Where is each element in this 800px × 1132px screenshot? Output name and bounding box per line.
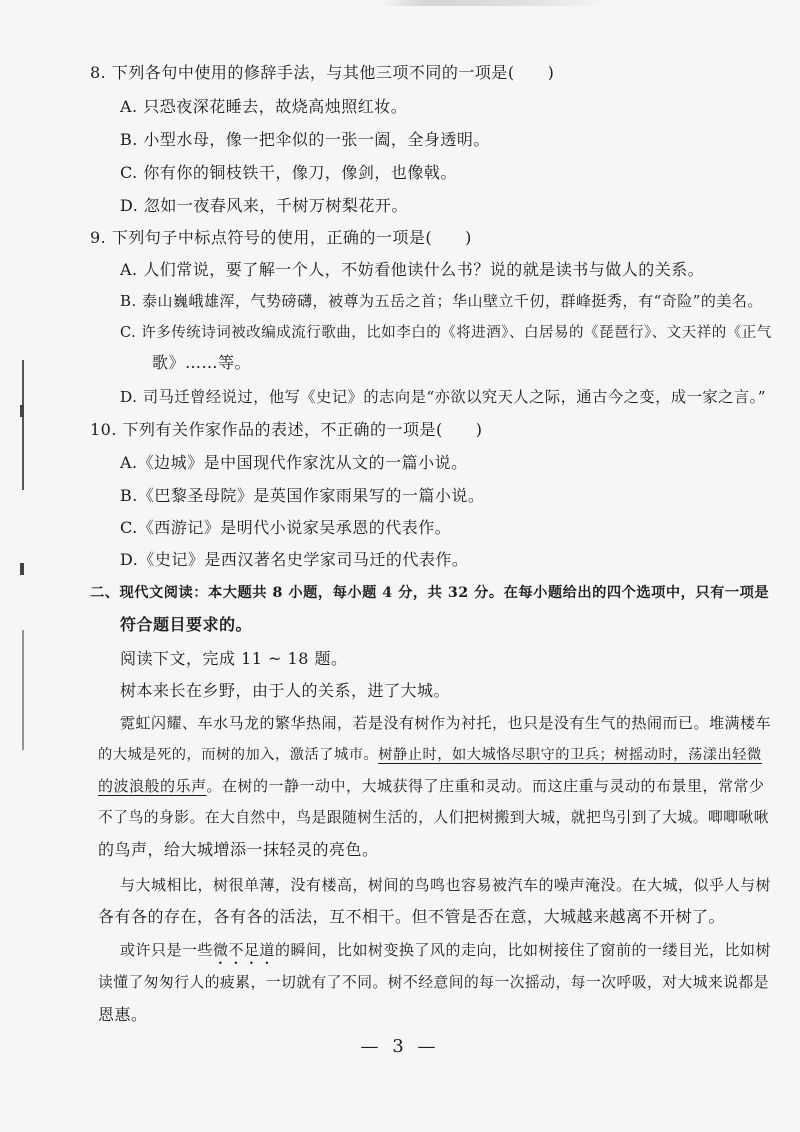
passage-p2-line3 [98,776,765,796]
passage-text: 或许只是一些 [120,941,214,959]
q10-option-a: A.《边城》是中国现代作家沈从文的一篇小说。 [120,453,468,472]
passage-text: 的大城是死的，而树的加入，激活了城市。 [98,747,379,763]
underlined-sentence: 树静止时，如大城恪尽职守的卫兵；树摇动时，荡漾出轻微 [378,747,762,763]
passage-p4-line2: 读懂了匆匆行人的疲累，一切就有了不同。树不经意间的每一次摇动，每一次呼吸，对大城来说都是 [98,974,769,991]
passage-p4-line3: 恩惠。 [98,1005,148,1024]
section-heading: 二、现代文阅读：本大题共 8 小题，每小题 4 分，共 32 分。在每小题给出的四个选项中，只有一项是 [90,585,770,601]
binding-mark [20,405,24,417]
passage-p2-line2 [98,745,762,765]
q10-option-b: B.《巴黎圣母院》是英国作家雨果写的一篇小说。 [120,486,485,505]
q9-option-d: D. 司马迁曾经说过，他写《史记》的志向是“亦欲以究天人之际，通古今之变，成一家之言。” [120,388,767,406]
q9-option-c: C. 许多传统诗词被改编成流行歌曲，比如李白的《将进酒》、白居易的《琵琶行》、文天祥的《正气 [120,325,772,341]
binding-line [22,630,24,750]
q9-option-a: A. 人们常说，要了解一个人，不妨看他读什么书？说的就是读书与做人的关系。 [120,260,705,279]
q8-option-b: B. 小型水母，像一把伞似的一张一阖，全身透明。 [120,130,490,149]
binding-mark [20,563,24,575]
q8-option-a: A. 只恐夜深花睡去，故烧高烛照红妆。 [120,97,408,116]
q10-stem: 10. 下列有关作家作品的表述，不正确的一项是( ) [90,420,483,439]
dotted-phrase: 微不足道 [213,941,276,959]
section-heading-cont: 符合题目要求的。 [120,615,253,634]
passage-p2-line4: 不了鸟的身影。在大自然中，鸟是跟随树生活的，人们把树搬到大城，就把鸟引到了大城。唧唧啾啾 [98,809,769,826]
q8-stem: 8. 下列各句中使用的修辞手法，与其他三项不同的一项是( ) [90,63,555,82]
passage-p2-line1: 霓虹闪耀、车水马龙的繁华热闹，若是没有树作为衬托，也只是没有生气的热闹而已。堆满楼车 [120,714,772,732]
passage-p3-line2: 各有各的存在，各有各的活法，互不相干。但不管是否在意，大城越来越离不开树了。 [98,907,726,926]
passage-p2-line5: 的鸟声，给大城增添一抹轻灵的亮色。 [98,840,379,859]
q10-option-d: D.《史记》是西汉著名史学家司马迁的代表作。 [120,550,469,569]
binding-line [22,360,24,490]
underlined-sentence-end: 的波浪般的乐声 [98,777,207,795]
passage-p3-line1: 与大城相比，树很单薄，没有楼高，树间的鸟鸣也容易被汽车的噪声淹没。在大城，似乎人与树 [120,876,772,894]
q10-option-c: C.《西游记》是明代小说家吴承恩的代表作。 [120,518,452,537]
q9-option-b: B. 泰山巍峨雄浑，气势磅礴，被尊为五岳之首；华山壁立千仞，群峰挺秀，有“奇险”的美名。 [120,292,763,310]
q9-stem: 9. 下列句子中标点符号的使用，正确的一项是( ) [90,228,472,247]
q8-option-d: D. 忽如一夜春风来，千树万树梨花开。 [120,196,408,215]
passage-text: 。在树的一静一动中，大城获得了庄重和灵动。而这庄重与灵动的布景里，常常少 [206,777,765,795]
page-number: — 3 — [360,1036,440,1057]
passage-p4-line1 [120,940,771,968]
q9-option-c-cont: 歌》……等。 [152,353,252,372]
scan-artifact [380,0,610,6]
reading-instruction: 阅读下文，完成 11 ~ 18 题。 [120,649,348,668]
passage-text: 的瞬间，比如树变换了风的走向，比如树接住了窗前的一缕目光，比如树 [275,941,772,959]
q8-option-c: C. 你有你的铜枝铁干，像刀，像剑，也像戟。 [120,163,457,182]
passage-p1: 树本来长在乡野，由于人的关系，进了大城。 [120,681,451,700]
